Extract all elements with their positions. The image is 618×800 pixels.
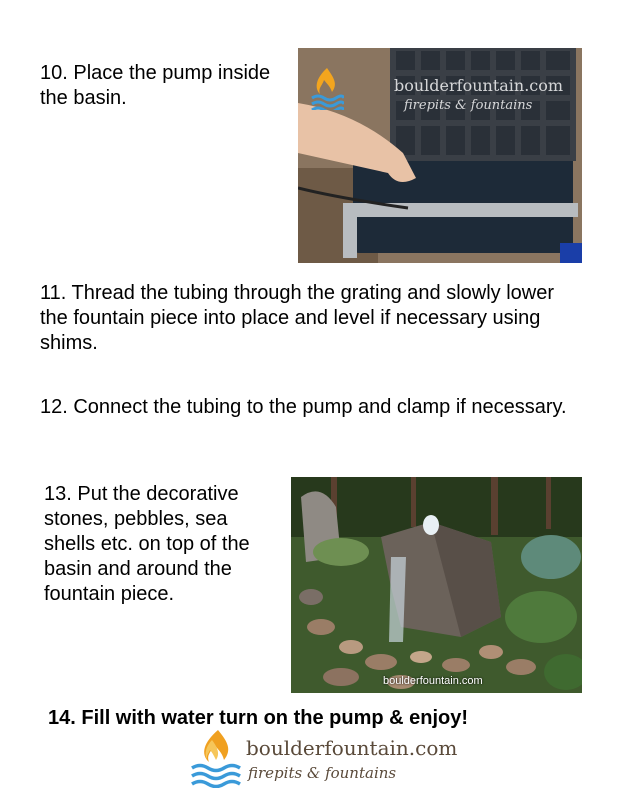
photo-watermark-name: boulderfountain.com [394, 76, 564, 95]
finished-fountain-photo [291, 477, 582, 693]
brand-logo [190, 728, 458, 790]
logo-tagline: firepits & fountains [248, 764, 397, 782]
finished-fountain-illustration [291, 477, 582, 693]
logo-name: boulderfountain.com [246, 736, 458, 760]
step-14-text: 14. Fill with water turn on the pump & enjoy! [48, 707, 469, 729]
step-13-text: 13. Put the decorative stones, pebbles, sea shells etc. on top of the basin and around the fountain piece. [44, 483, 250, 605]
step-11-text: 11. Thread the tubing through the grating and slowly lower the fountain piece into place and level if necessary using shims. [40, 282, 555, 354]
photo-watermark-small: boulderfountain.com [383, 675, 483, 687]
step-10-text: 10. Place the pump inside the basin. [40, 62, 271, 109]
pump-in-basin-photo [298, 48, 582, 263]
logo-flame-water-icon [190, 728, 242, 788]
photo-watermark-tagline: firepits & fountains [404, 98, 533, 113]
photo-watermark-logo-icon [310, 66, 344, 110]
step-12-text: 12. Connect the tubing to the pump and clamp if necessary. [40, 396, 567, 418]
